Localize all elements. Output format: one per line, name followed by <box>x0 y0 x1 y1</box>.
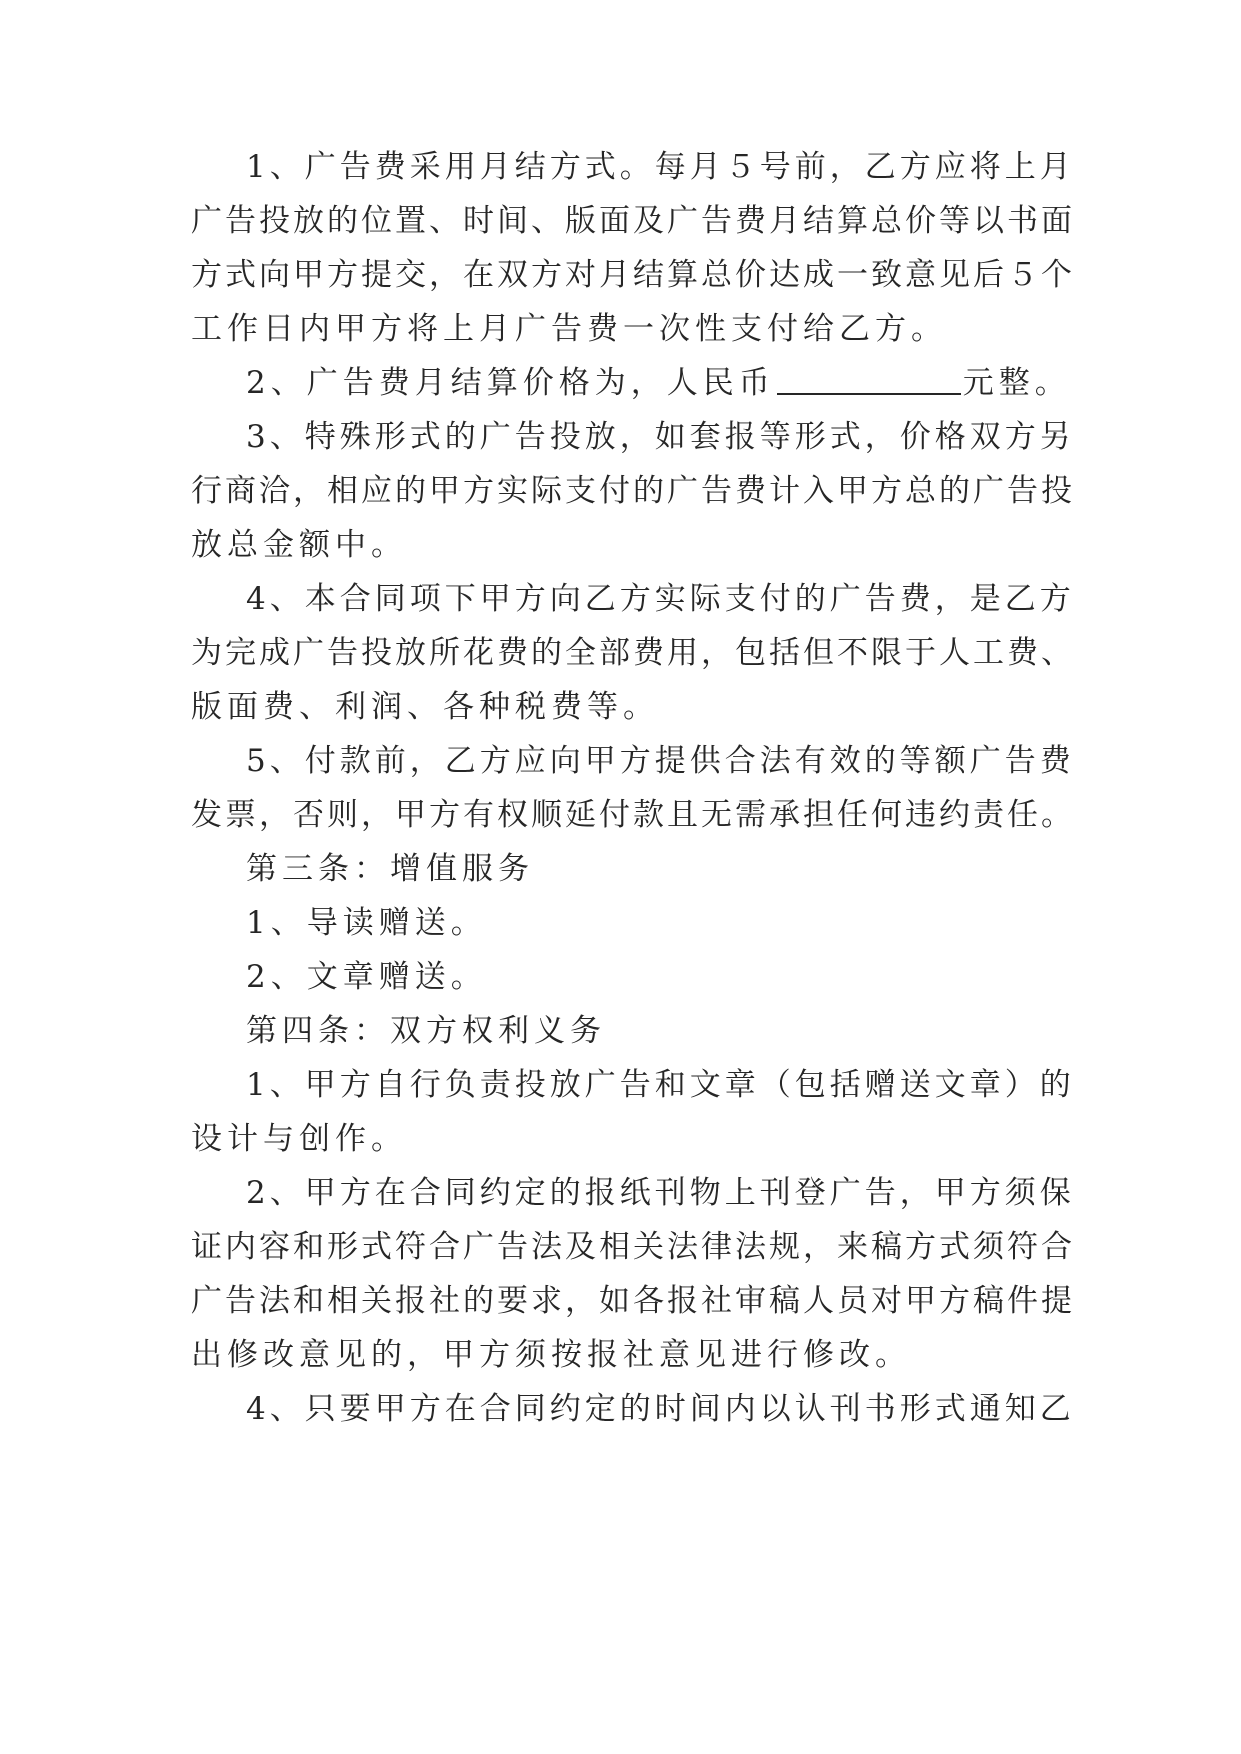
text-line: 1、甲方自行负责投放广告和文章（包括赠送文章）的 <box>246 1067 1075 1103</box>
price-suffix: 元整。 <box>962 365 1071 401</box>
price-label: 2、广告费月结算价格为，人民币 <box>246 365 775 401</box>
text-line: 行商洽，相应的甲方实际支付的广告费计入甲方总的广告投 <box>191 473 1075 509</box>
text-line: 4、只要甲方在合同约定的时间内以认刊书形式通知乙 <box>246 1391 1075 1427</box>
text-line: 2、文章赠送。 <box>246 959 487 995</box>
text-line: 5、付款前，乙方应向甲方提供合法有效的等额广告费 <box>246 743 1075 779</box>
text-line: 4、本合同项下甲方向乙方实际支付的广告费，是乙方 <box>246 581 1075 617</box>
text-line: 1、广告费采用月结方式。每月５号前，乙方应将上月 <box>246 149 1075 185</box>
section-heading: 第四条：双方权利义务 <box>246 1013 606 1049</box>
text-line: 广告法和相关报社的要求，如各报社审稿人员对甲方稿件提 <box>191 1283 1075 1319</box>
price-line <box>246 358 1086 408</box>
text-line: 版面费、利润、各种税费等。 <box>191 689 659 725</box>
text-line: 广告投放的位置、时间、版面及广告费月结算总价等以书面 <box>191 203 1075 239</box>
text-line: 发票，否则，甲方有权顺延付款且无需承担任何违约责任。 <box>191 797 1075 833</box>
text-line: 证内容和形式符合广告法及相关法律法规，来稿方式须符合 <box>191 1229 1075 1265</box>
text-line: 放总金额中。 <box>191 527 407 563</box>
text-line: 工作日内甲方将上月广告费一次性支付给乙方。 <box>191 311 947 347</box>
section-heading: 第三条：增值服务 <box>246 851 534 887</box>
text-line: 2、甲方在合同约定的报纸刊物上刊登广告，甲方须保 <box>246 1175 1075 1211</box>
text-line: 为完成广告投放所花费的全部费用，包括但不限于人工费、 <box>191 635 1075 671</box>
text-line: 方式向甲方提交，在双方对月结算总价达成一致意见后５个 <box>191 257 1075 293</box>
text-line: 设计与创作。 <box>191 1121 407 1157</box>
text-line: 出修改意见的，甲方须按报社意见进行修改。 <box>191 1337 911 1373</box>
text-line: 1、导读赠送。 <box>246 905 487 941</box>
text-line: 3、特殊形式的广告投放，如套报等形式，价格双方另 <box>246 419 1075 455</box>
price-blank <box>777 363 961 395</box>
